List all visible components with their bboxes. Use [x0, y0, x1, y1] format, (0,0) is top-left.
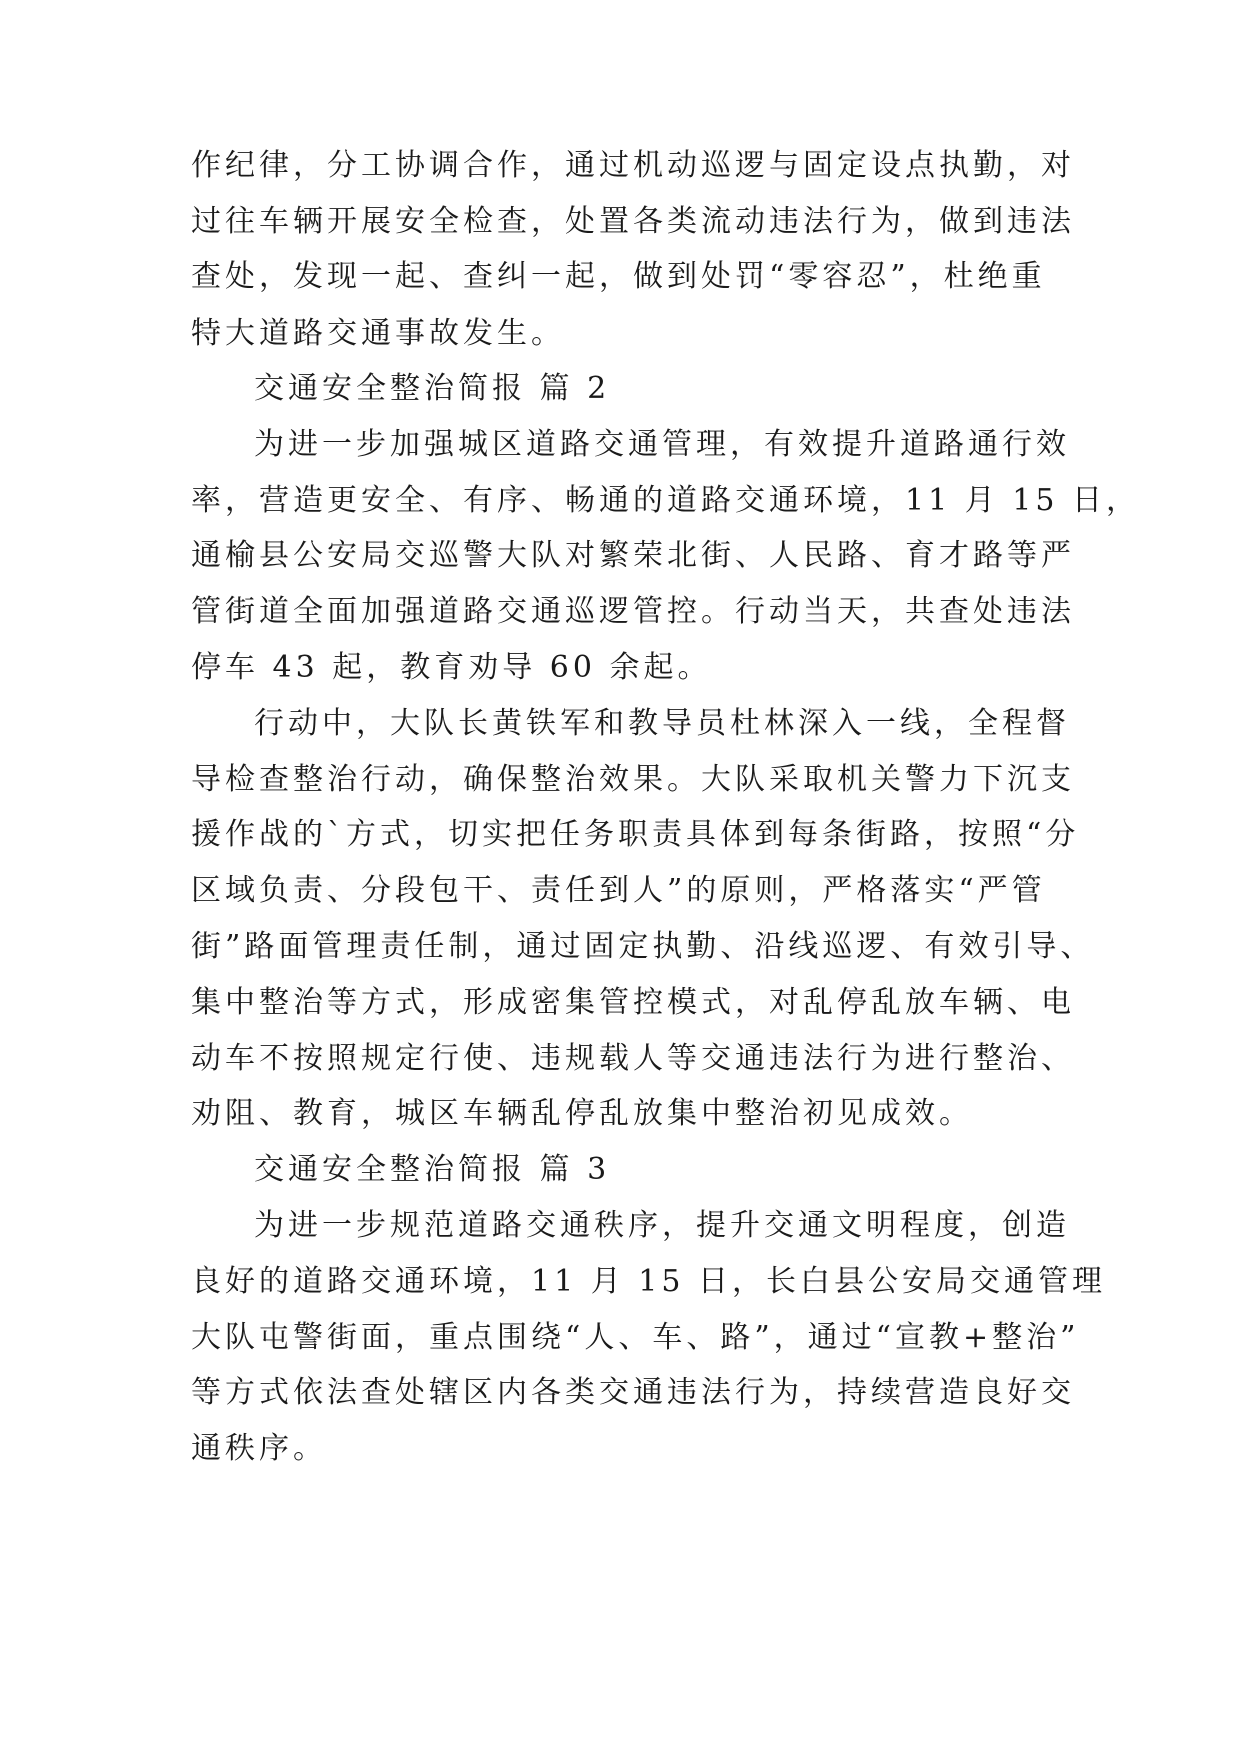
paragraph-line: 通榆县公安局交巡警大队对繁荣北街、人民路、育才路等严: [191, 538, 1075, 573]
section-heading-2: 交通安全整治简报 篇 2: [254, 371, 611, 406]
paragraph-line: 大队屯警街面，重点围绕“人、车、路”，通过“宣教+整治”: [191, 1320, 1080, 1355]
paragraph-line: 援作战的`方式，切实把任务职责具体到每条街路，按照“分: [191, 817, 1080, 852]
paragraph-line: 率，营造更安全、有序、畅通的道路交通环境，11 月 15 日，: [191, 483, 1140, 518]
paragraph-line: 等方式依法查处辖区内各类交通违法行为，持续营造良好交: [191, 1375, 1075, 1410]
paragraph-line: 为进一步规范道路交通秩序，提升交通文明程度，创造: [254, 1208, 1070, 1243]
paragraph-line: 行动中，大队长黄铁军和教导员杜林深入一线，全程督: [254, 706, 1070, 741]
paragraph-line: 区域负责、分段包干、责任到人”的原则，严格落实“严管: [191, 873, 1046, 908]
paragraph-line: 通秩序。: [191, 1431, 327, 1466]
paragraph-line: 动车不按照规定行使、违规载人等交通违法行为进行整治、: [191, 1041, 1075, 1076]
section-heading-3: 交通安全整治简报 篇 3: [254, 1152, 611, 1187]
paragraph-line: 查处，发现一起、查纠一起，做到处罚“零容忍”，杜绝重: [191, 259, 1046, 294]
paragraph-line: 导检查整治行动，确保整治效果。大队采取机关警力下沉支: [191, 762, 1075, 797]
paragraph-line: 作纪律，分工协调合作，通过机动巡逻与固定设点执勤，对: [191, 148, 1075, 183]
paragraph-line: 特大道路交通事故发生。: [191, 316, 565, 351]
paragraph-line: 良好的道路交通环境，11 月 15 日，长白县公安局交通管理: [191, 1264, 1106, 1299]
paragraph-line: 集中整治等方式，形成密集管控模式，对乱停乱放车辆、电: [191, 985, 1075, 1020]
paragraph-line: 街”路面管理责任制，通过固定执勤、沿线巡逻、有效引导、: [191, 929, 1095, 964]
paragraph-line: 过往车辆开展安全检查，处置各类流动违法行为，做到违法: [191, 204, 1075, 239]
paragraph-line: 劝阻、教育，城区车辆乱停乱放集中整治初见成效。: [191, 1096, 973, 1131]
paragraph-line: 为进一步加强城区道路交通管理，有效提升道路通行效: [254, 427, 1070, 462]
paragraph-line: 停车 43 起，教育劝导 60 余起。: [191, 650, 712, 685]
paragraph-line: 管街道全面加强道路交通巡逻管控。行动当天，共查处违法: [191, 594, 1075, 629]
